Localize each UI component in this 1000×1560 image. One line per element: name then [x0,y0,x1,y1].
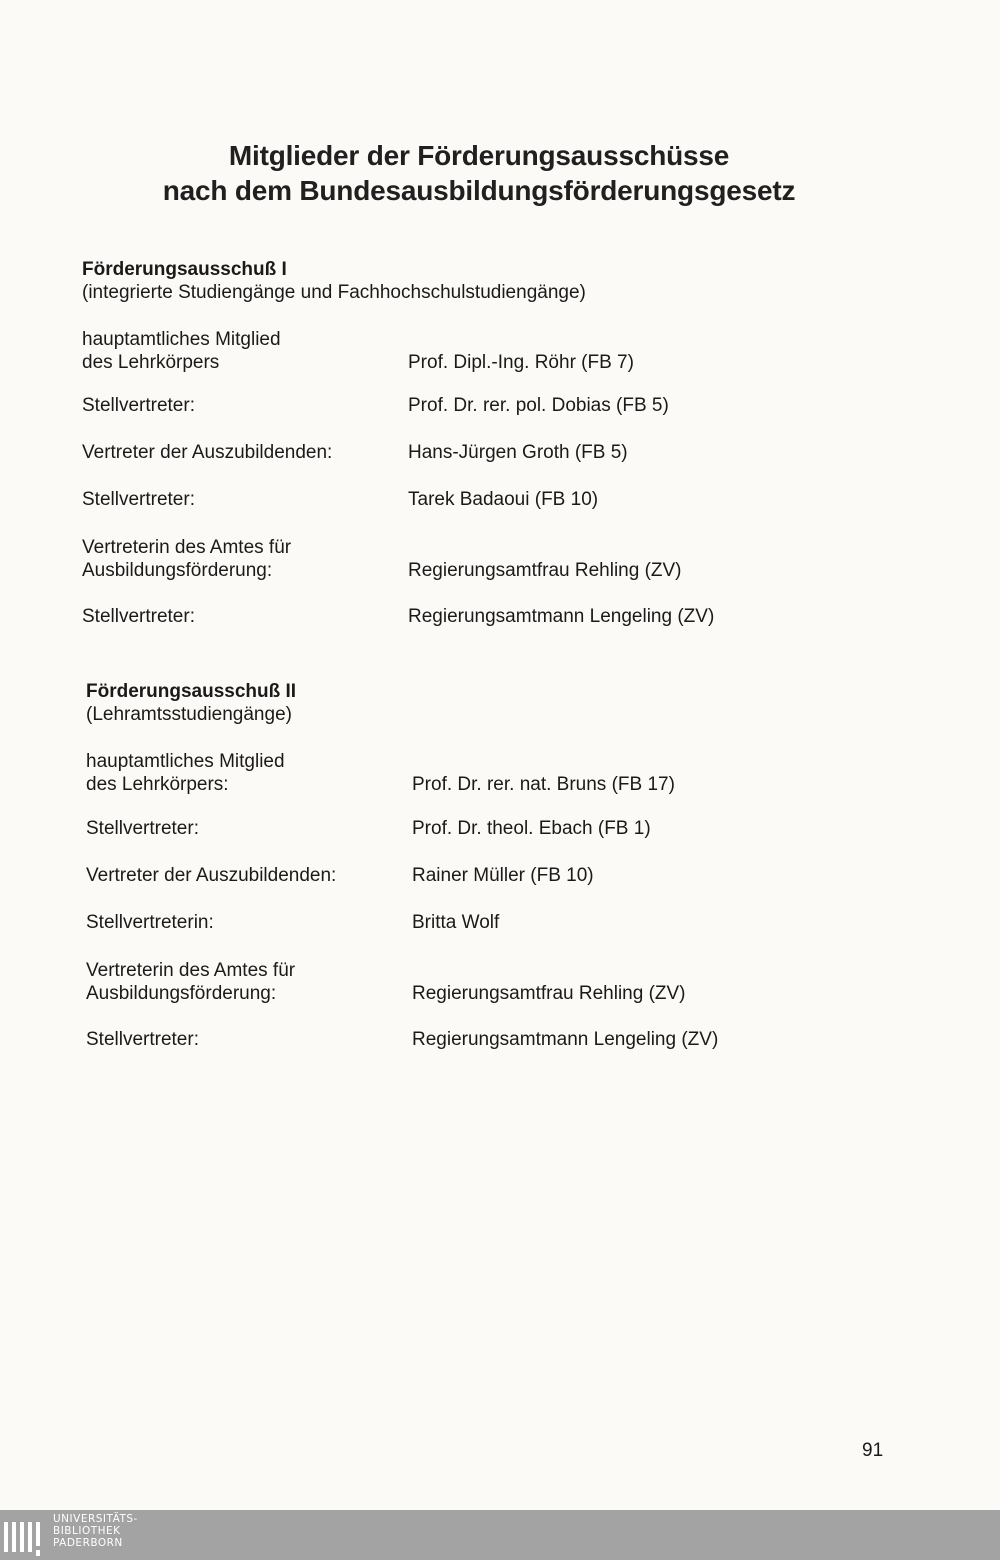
member-role: hauptamtliches Mitglied des Lehrkörpers: [86,751,285,795]
member-row [82,536,902,582]
library-footer-bar [0,1510,1000,1560]
library-name [53,1513,138,1549]
section-subheading: (integrierte Studiengänge und Fachhochschulstudiengänge) [82,282,586,303]
library-name-line-1: UNIVERSITÄTS- [53,1513,138,1525]
member-role: Vertreter der Auszubildenden: [82,442,333,463]
member-name: Rainer Müller (FB 10) [412,865,594,886]
library-name-line-2: BIBLIOTHEK [53,1525,121,1537]
member-name: Prof. Dr. rer. nat. Bruns (FB 17) [412,774,675,795]
member-name: Prof. Dr. theol. Ebach (FB 1) [412,818,651,839]
member-name: Regierungsamtmann Lengeling (ZV) [408,606,715,627]
member-name: Regierungsamtfrau Rehling (ZV) [412,983,686,1004]
member-role: Stellvertreter: [86,1029,199,1050]
page-number: 91 [862,1440,884,1461]
library-name-line-3: PADERBORN [53,1537,123,1549]
member-row [82,488,902,511]
section-subheading: (Lehramtsstudiengänge) [86,704,292,725]
section-heading: Förderungsausschuß I [82,259,287,280]
member-row [82,327,902,374]
member-role: Stellvertreter: [82,489,195,510]
page-title [0,138,958,208]
member-name: Hans-Jürgen Groth (FB 5) [408,442,628,463]
member-row [86,749,906,796]
member-name: Prof. Dipl.-Ing. Röhr (FB 7) [408,352,634,373]
member-row [86,1028,906,1051]
member-row [86,864,906,887]
member-role: Stellvertreterin: [86,912,214,933]
member-row [82,605,902,628]
member-name: Prof. Dr. rer. pol. Dobias (FB 5) [408,395,669,416]
member-role: hauptamtliches Mitglied des Lehrkörpers [82,329,281,373]
member-role: Stellvertreter: [86,818,199,839]
library-bars-logo-icon [4,1514,48,1558]
page-title-line-2: nach dem Bundesausbildungsförderungsgesetz [162,175,796,206]
member-row [86,911,906,934]
member-row [86,959,906,1005]
section-heading: Förderungsausschuß II [86,681,297,702]
member-row [82,441,902,464]
member-name: Regierungsamtfrau Rehling (ZV) [408,560,682,581]
member-role: Vertreterin des Amtes für Ausbildungsförderung: [86,960,296,1004]
committee-section-1 [82,258,902,627]
member-role: Stellvertreter: [82,606,195,627]
page-title-line-1: Mitglieder der Förderungsausschüsse [228,140,730,171]
member-role: Vertreter der Auszubildenden: [86,865,337,886]
member-name: Britta Wolf [412,912,500,933]
member-row [82,394,902,417]
member-name: Tarek Badaoui (FB 10) [408,489,599,510]
committee-section-2 [86,680,906,1050]
member-row [86,817,906,840]
member-role: Stellvertreter: [82,395,195,416]
member-role: Vertreterin des Amtes für Ausbildungsförderung: [82,537,292,581]
member-name: Regierungsamtmann Lengeling (ZV) [412,1029,719,1050]
